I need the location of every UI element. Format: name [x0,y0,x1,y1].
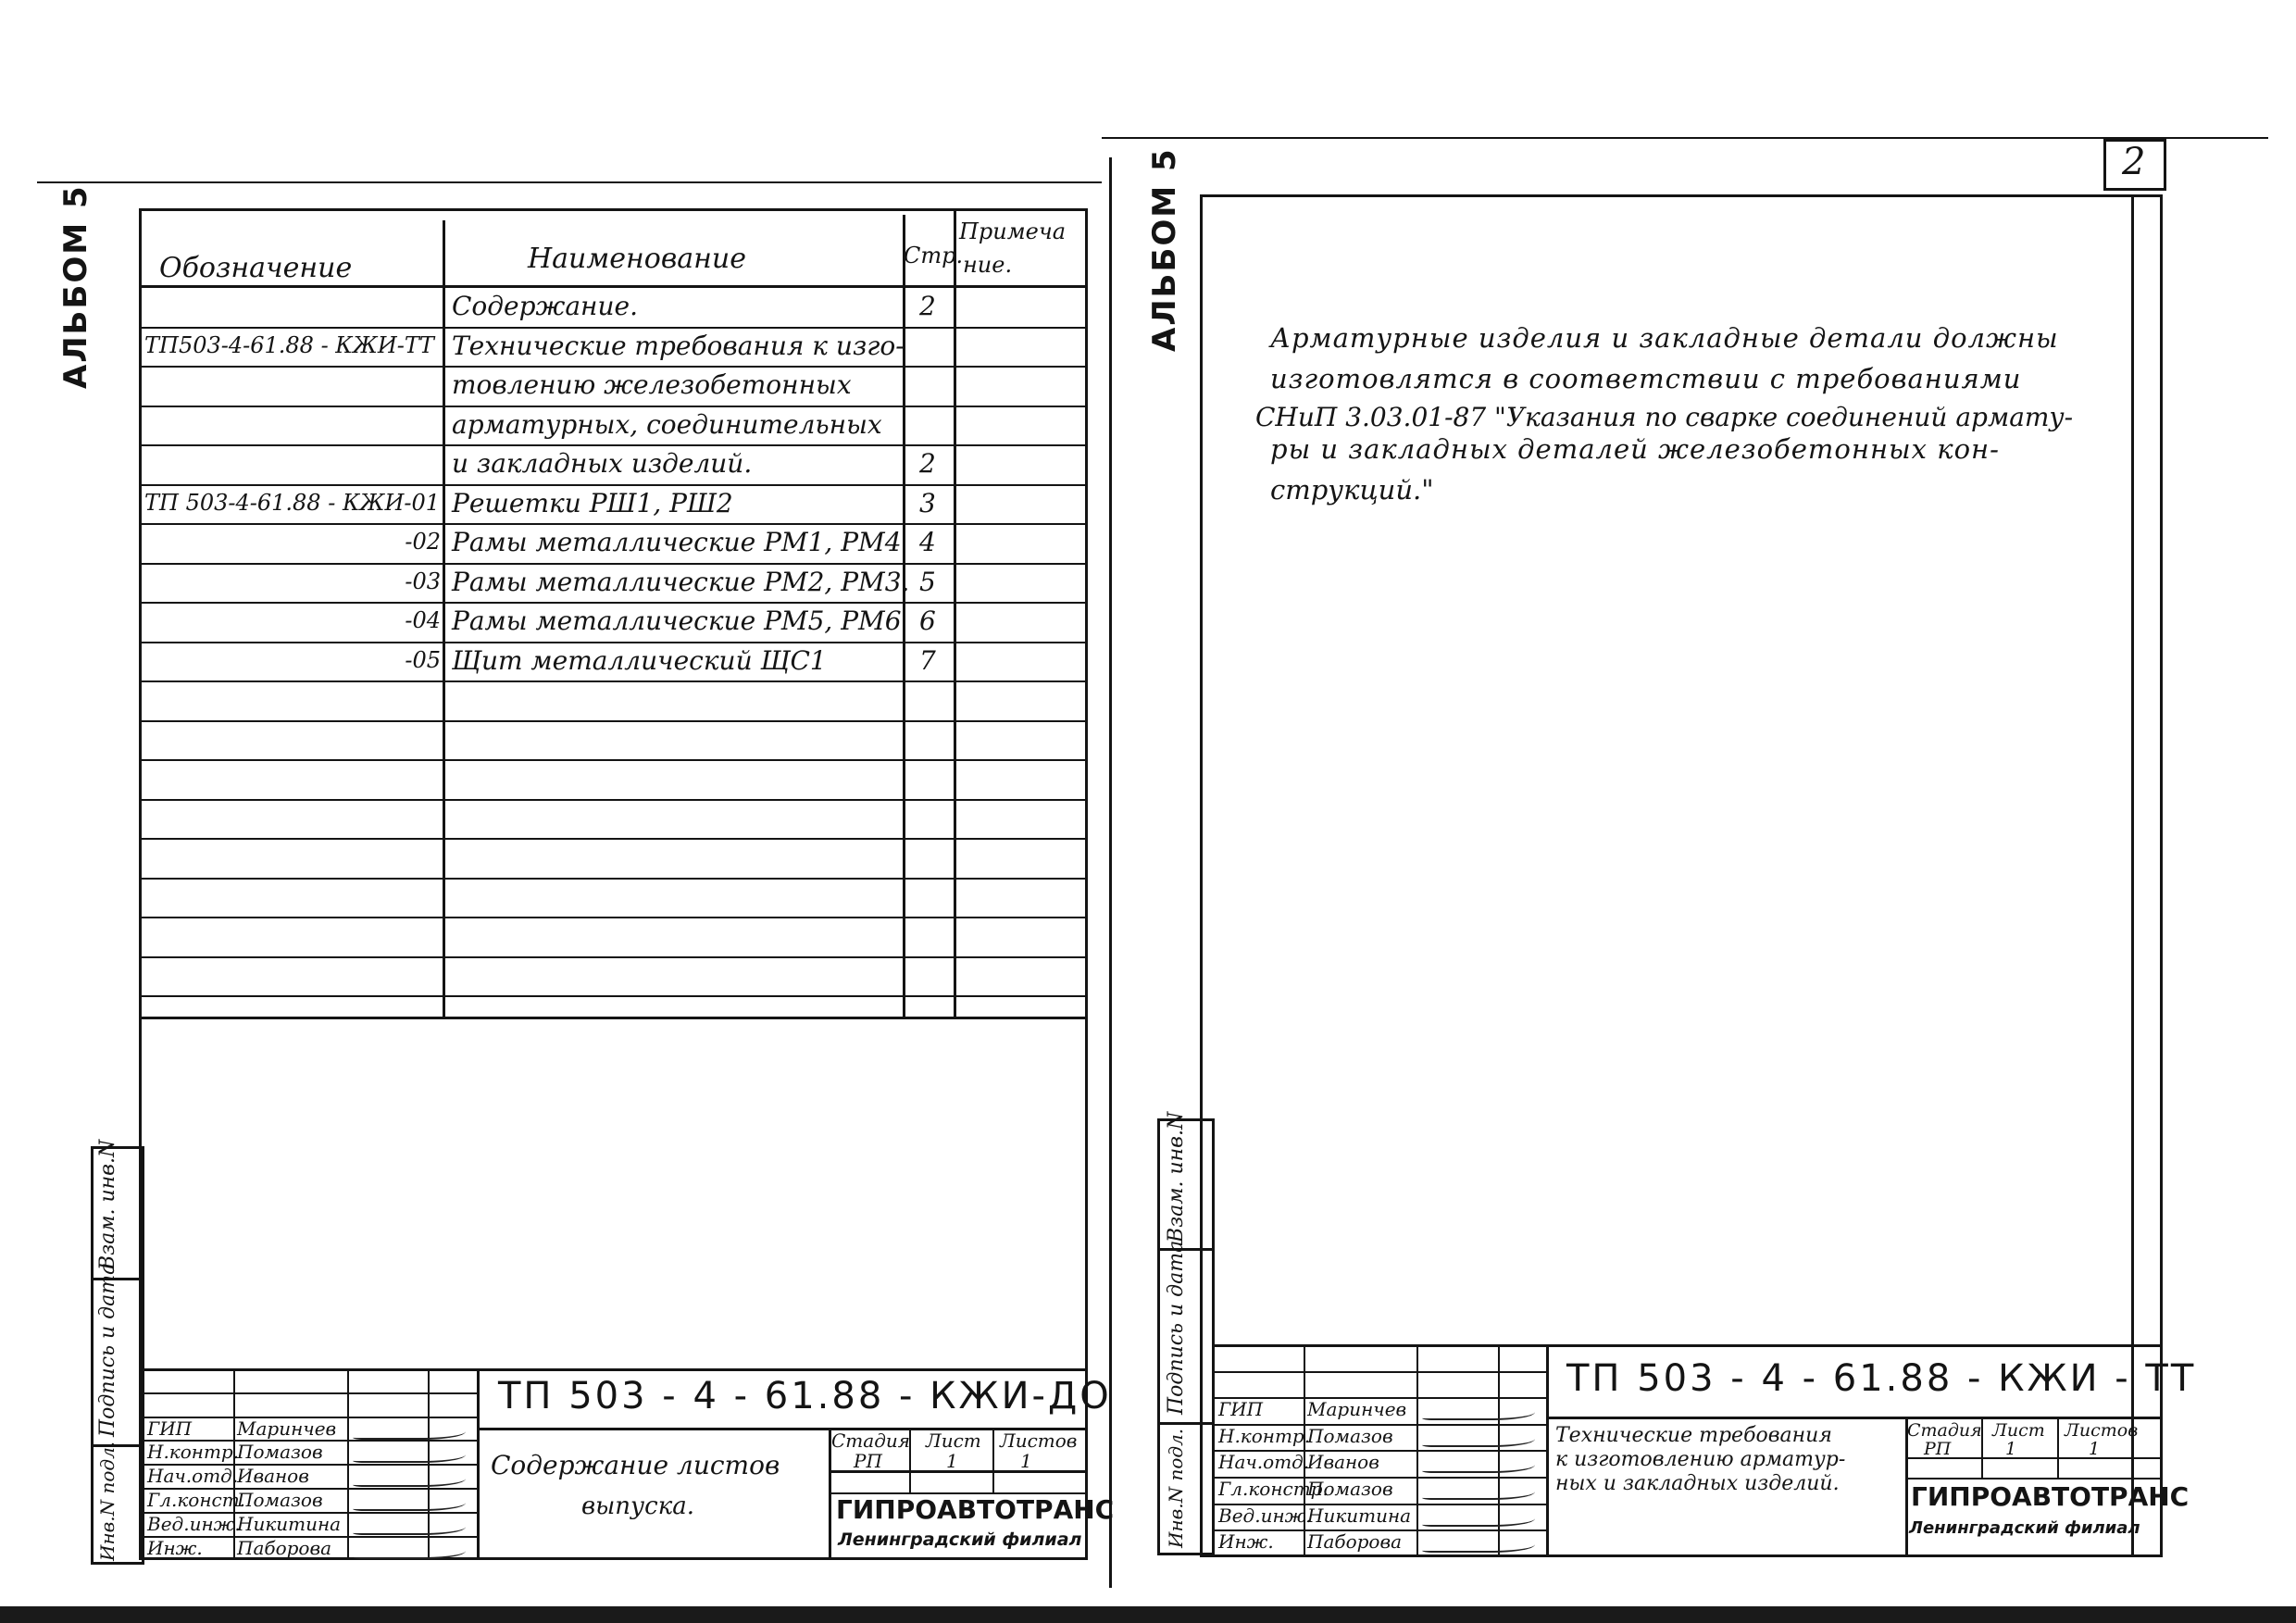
table-row-line [139,917,1088,918]
staff-name: Иванов [1307,1451,1379,1473]
table-row-line [139,602,1088,604]
row-page: 2 [919,448,936,479]
staff-row-line [144,1392,477,1394]
text-line-5: струкций." [1270,474,1434,506]
row-page: 3 [919,488,936,518]
signature-mark [353,1491,466,1511]
row-name: Содержание. [452,291,638,321]
right-stamp-podpis: Подпись и дата [1165,1240,1188,1415]
staff-role: Инж. [147,1537,203,1559]
left-stage-label: Стадия [831,1429,910,1452]
row-page: 5 [919,567,936,597]
staff-name: Маринчев [237,1417,337,1440]
staff-role: Н.контр. [1218,1425,1311,1447]
row-name: и закладных изделий. [452,448,753,479]
header-note-2: ние. [963,252,1013,278]
left-sheets: 1 [1020,1450,1032,1472]
staff-name: Паборова [237,1537,332,1559]
header-designation: Обозначение [159,252,353,284]
staff-role: Н.контр. [147,1441,240,1463]
staff-name: Помазов [237,1441,323,1463]
row-name: товлению железобетонных [452,369,852,400]
scan-bottom-edge [0,1606,2296,1623]
staff-role: ГИП [1218,1398,1264,1420]
staff-role: ГИП [147,1417,193,1440]
right-frame [1200,194,2163,1557]
left-stamp-podpis: Подпись и дата [96,1262,119,1437]
staff-role: Вед.инж. [147,1513,241,1535]
left-title-line1: Содержание листов [491,1450,780,1480]
row-name: арматурных, соединительных [452,409,882,440]
row-name: Рамы металлические РМ2, РМ3. [452,567,910,597]
signature-mark [1422,1400,1535,1420]
table-row-line [139,799,1088,801]
left-sheet-label: Лист [926,1429,981,1452]
staff-row-line [1215,1371,1546,1373]
right-stage-label: Стадия [1907,1420,1982,1441]
table-row-line [139,720,1088,722]
staff-role: Гл.констр. [1218,1478,1329,1500]
right-branch: Ленинградский филиал [1909,1518,2140,1538]
left-sheet: 1 [946,1450,958,1472]
table-row-line [139,759,1088,761]
row-designation: ТП503-4-61.88 - КЖИ-ТТ [144,332,434,358]
table-row-line [139,406,1088,407]
text-line-1: Арматурные изделия и закладные детали должны [1270,322,2059,354]
signature-mark [353,1539,466,1559]
right-title-line1: Технические требования [1555,1424,1832,1447]
scan-top-edge [37,181,1102,183]
staff-name: Иванов [237,1465,309,1487]
staff-name: Помазов [237,1489,323,1511]
right-sheet: 1 [2005,1439,2017,1459]
scan-top-edge-right [1102,137,2268,139]
table-row-line [139,327,1088,329]
row-designation: -03 [405,568,441,594]
left-branch: Ленинградский филиал [838,1529,1082,1550]
row-designation: -02 [405,529,441,555]
row-page: 6 [919,606,936,636]
table-row-line [139,956,1088,958]
staff-name: Паборова [1307,1530,1403,1553]
row-page: 2 [919,291,936,321]
text-line-3: СНиП 3.03.01-87 "Указания по сварке соединений армату- [1255,402,2074,432]
table-row-line [139,680,1088,682]
signature-mark [353,1442,466,1463]
left-doc-code: ТП 503 - 4 - 61.88 - КЖИ-ДО [498,1375,1112,1417]
left-sheets-label: Листов [1000,1429,1078,1452]
text-line-2: изготовлятся в соответствии с требованиями [1270,363,2022,394]
table-row-line [139,484,1088,486]
table-row-line [139,642,1088,643]
staff-name: Помазов [1307,1425,1393,1447]
header-name: Наименование [528,243,747,275]
staff-role: Нач.отд. [147,1465,239,1487]
left-album-label: АЛЬБОМ 5 [57,184,94,389]
table-row-line [139,995,1088,997]
right-stamp-inv: Инв.N подл. [1165,1428,1187,1548]
signature-mark [353,1515,466,1535]
row-page: 4 [919,527,936,557]
staff-role: Нач.отд. [1218,1451,1310,1473]
text-line-4: ры и закладных деталей железобетонных кон- [1270,433,2000,465]
right-stamp-vzam: Взам. инв.N [1165,1111,1188,1242]
right-sheets: 1 [2089,1439,2101,1459]
table-row-line [139,523,1088,525]
signature-mark [1422,1453,1535,1473]
left-stamp-vzam: Взам. инв.N [96,1139,119,1270]
right-org: ГИПРОАВТОТРАНС [1911,1481,2190,1512]
table-row-line [139,563,1088,565]
staff-name: Помазов [1307,1478,1393,1500]
signature-mark [1422,1427,1535,1447]
header-note-1: Примеча [959,218,1067,244]
left-title-line2: выпуска. [581,1492,694,1520]
staff-name: Никитина [237,1513,342,1535]
table-row-line [139,444,1088,446]
row-name: Технические требования к изго- [452,331,905,361]
row-designation: -04 [405,607,441,633]
right-title-line2: к изготовлению арматур- [1555,1448,1846,1471]
signature-mark [1422,1506,1535,1527]
left-org: ГИПРОАВТОТРАНС [836,1494,1115,1525]
right-title-line3: ных и закладных изделий. [1555,1472,1840,1495]
signature-mark [1422,1479,1535,1500]
right-sheet-label: Лист [1992,1420,2045,1441]
sheet-number: 2 [2122,141,2146,183]
staff-role: Вед.инж. [1218,1504,1312,1527]
signature-mark [353,1419,466,1440]
row-name: Рамы металлические РМ1, РМ4 [452,527,902,557]
staff-role: Инж. [1218,1530,1274,1553]
staff-role: Гл.конст. [147,1489,246,1511]
left-stamp-inv: Инв.N подл. [96,1441,119,1561]
row-page: 7 [919,645,936,676]
right-album-label: АЛЬБОМ 5 [1146,147,1183,352]
sheet-divider [1109,157,1112,1588]
signature-mark [1422,1532,1535,1553]
right-doc-code: ТП 503 - 4 - 61.88 - КЖИ - ТТ [1566,1357,2197,1400]
row-name: Рамы металлические РМ5, РМ6 [452,606,902,636]
staff-name: Маринчев [1307,1398,1407,1420]
left-stage: РП [854,1450,882,1472]
row-name: Щит металлический ЩС1 [452,645,827,676]
row-designation: -05 [405,647,441,673]
right-stage: РП [1924,1439,1952,1459]
signature-mark [353,1467,466,1487]
table-row-line [139,878,1088,880]
table-row-line [139,366,1088,368]
staff-name: Никитина [1307,1504,1412,1527]
table-row-line [139,838,1088,840]
header-page: Стр. [904,243,964,268]
row-designation: ТП 503-4-61.88 - КЖИ-01 [144,490,441,516]
right-sheets-label: Листов [2065,1420,2139,1441]
row-name: Решетки РШ1, РШ2 [452,488,733,518]
